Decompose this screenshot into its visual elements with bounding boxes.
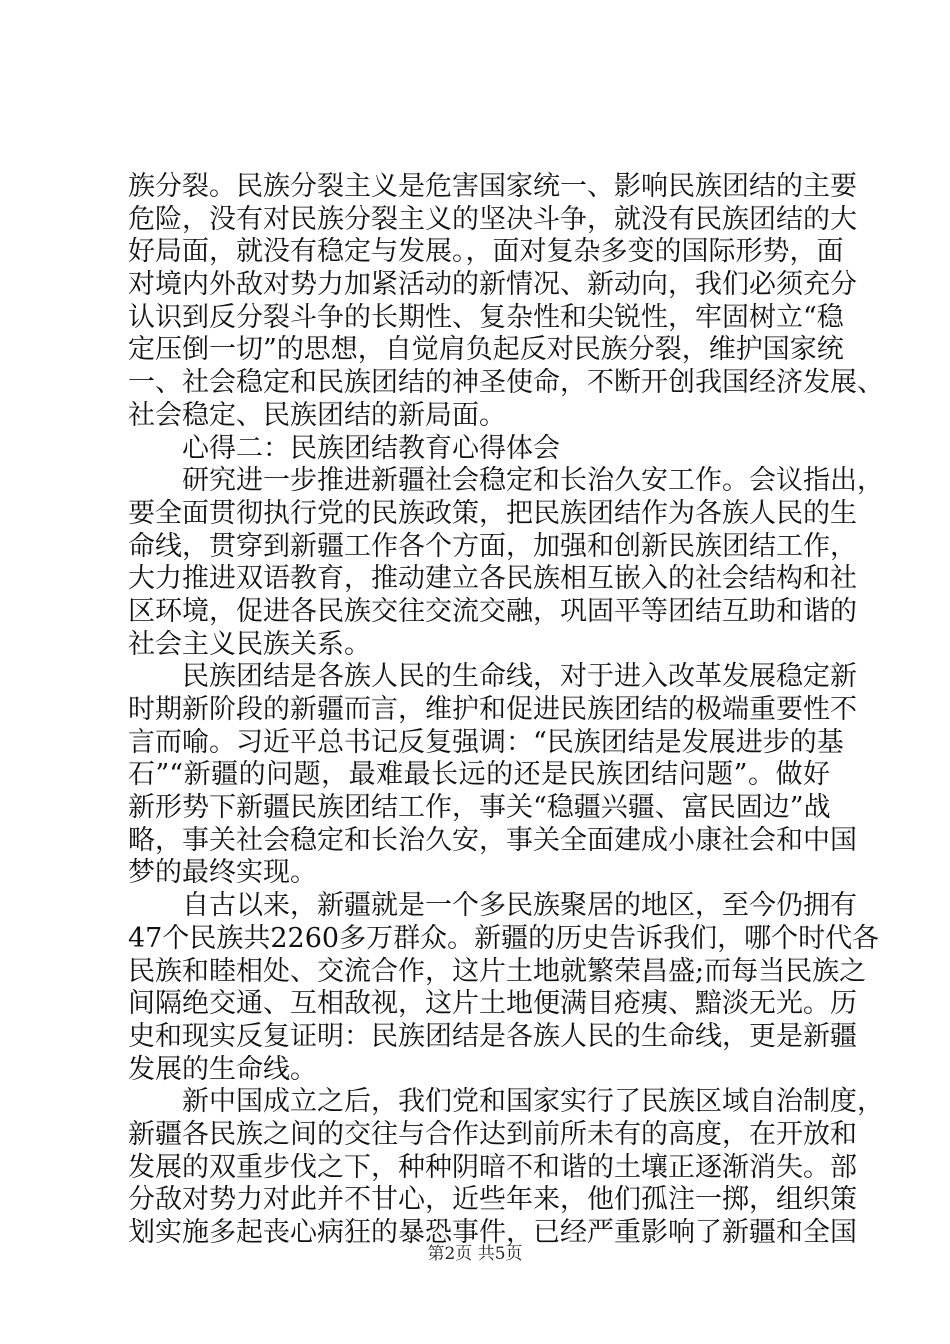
- text-line: 民族和睦相处、交流合作，这片土地就繁荣昌盛;而每当民族之: [128, 955, 867, 987]
- text-line: 史和现实反复证明：民族团结是各族人民的生命线，更是新疆: [128, 1020, 857, 1052]
- text-line: 47个民族共2260多万群众。新疆的历史告诉我们，哪个时代各: [128, 922, 880, 954]
- section-heading: 心得二：民族团结教育心得体会: [182, 432, 560, 464]
- paragraph-first-line: 研究进一步推进新疆社会稳定和长治久安工作。会议指出，: [182, 465, 884, 497]
- text-line: 划实施多起丧心病狂的暴恐事件，已经严重影响了新疆和全国: [128, 1217, 857, 1248]
- text-line: 分敌对势力对此并不甘心，近些年来，他们孤注一掷，组织策: [128, 1184, 857, 1216]
- text-line: 命线，贯穿到新疆工作各个方面，加强和创新民族团结工作，: [128, 530, 857, 562]
- paragraph-first-line: 自古以来，新疆就是一个多民族聚居的地区，至今仍拥有: [182, 890, 857, 922]
- text-line: 一、社会稳定和民族团结的神圣使命，不断开创我国经济发展、: [128, 367, 884, 399]
- text-line: 认识到反分裂斗争的长期性、复杂性和尖锐性，牢固树立“稳: [128, 301, 844, 333]
- text-line: 言而喻。习近平总书记反复强调：“民族团结是发展进步的基: [128, 726, 844, 758]
- text-line: 定压倒一切”的思想，自觉肩负起反对民族分裂，维护国家统: [128, 334, 844, 366]
- text-line: 族分裂。民族分裂主义是危害国家统一、影响民族团结的主要: [128, 171, 857, 202]
- text-line: 大力推进双语教育，推动建立各民族相互嵌入的社会结构和社: [128, 563, 857, 595]
- paragraph-first-line: 新中国成立之后，我们党和国家实行了民族区域自治制度，: [182, 1086, 884, 1118]
- text-line: 略，事关社会稳定和长治久安，事关全面建成小康社会和中国: [128, 824, 857, 856]
- text-line: 石”“新疆的问题，最难最长远的还是民族团结问题”。做好: [128, 759, 830, 791]
- text-line: 间隔绝交通、互相敌视，这片土地便满目疮痍、黯淡无光。历: [128, 988, 857, 1020]
- text-line: 发展的双重步伐之下，种种阴暗不和谐的土壤正逐渐消失。部: [128, 1151, 857, 1183]
- paragraph-first-line: 民族团结是各族人民的生命线，对于进入改革发展稳定新: [182, 661, 857, 693]
- document-body: [128, 171, 884, 1250]
- text-line: 社会主义民族关系。: [128, 628, 371, 660]
- text-line: 新疆各民族之间的交往与合作达到前所未有的高度，在开放和: [128, 1118, 857, 1150]
- text-line: 时期新阶段的新疆而言，维护和促进民族团结的极端重要性不: [128, 694, 857, 725]
- text-line: 发展的生命线。: [128, 1053, 317, 1085]
- page-number-footer: 第2页 共5页: [427, 1244, 523, 1264]
- text-line: 好局面，就没有稳定与发展。，面对复杂多变的国际形势，面: [128, 236, 844, 268]
- text-line: 危险，没有对民族分裂主义的坚决斗争，就没有民族团结的大: [128, 203, 857, 235]
- text-line: 对境内外敌对势力加紧活动的新情况、新动向，我们必须充分: [128, 269, 857, 301]
- text-line: 社会稳定、民族团结的新局面。: [128, 399, 506, 431]
- text-line: 区环境，促进各民族交往交流交融，巩固平等团结互助和谐的: [128, 595, 857, 627]
- text-line: 要全面贯彻执行党的民族政策，把民族团结作为各族人民的生: [128, 497, 857, 529]
- text-line: 梦的最终实现。: [128, 857, 317, 889]
- text-line: 新形势下新疆民族团结工作，事关“稳疆兴疆、富民固边”战: [128, 792, 831, 824]
